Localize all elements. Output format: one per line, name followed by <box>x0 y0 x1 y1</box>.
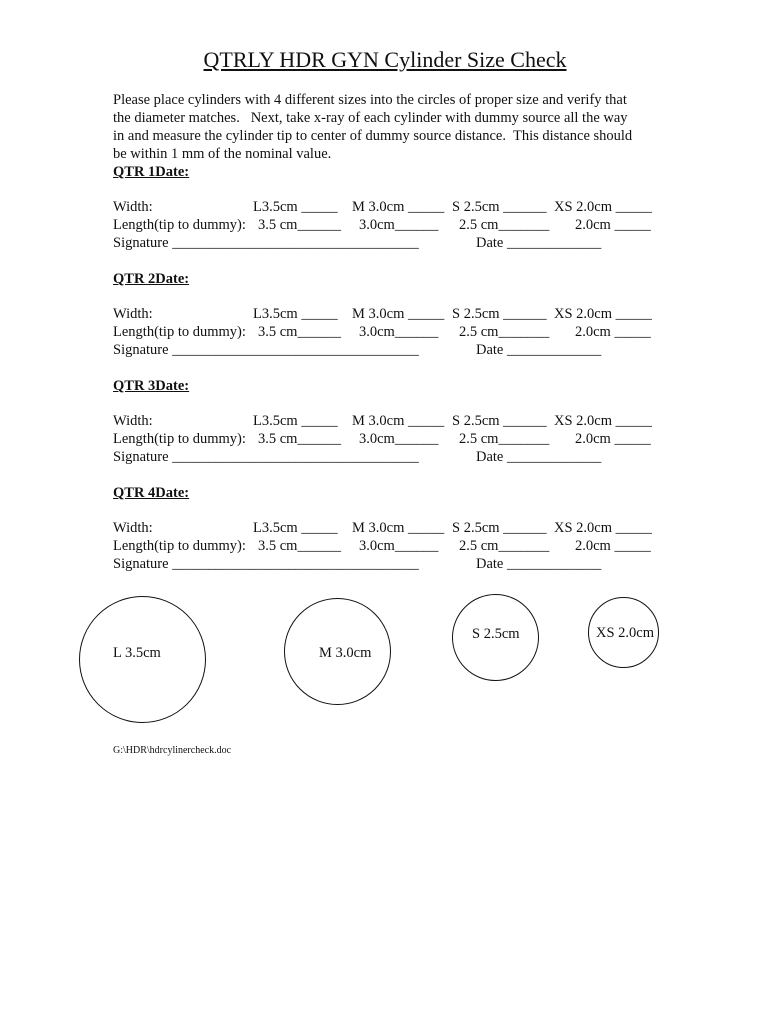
width-l: L3.5cm _____ <box>253 199 338 215</box>
signature-line: Signature __________________________________ <box>113 449 419 465</box>
width-s: S 2.5cm ______ <box>452 413 547 429</box>
width-l: L3.5cm _____ <box>253 306 338 322</box>
length-m: 3.0cm______ <box>359 538 439 554</box>
intro-line: Please place cylinders with 4 different sizes into the circles of proper size and verify that <box>113 92 627 108</box>
length-m: 3.0cm______ <box>359 324 439 340</box>
width-l: L3.5cm _____ <box>253 520 338 536</box>
length-label: Length(tip to dummy): <box>113 217 246 233</box>
length-xs: 2.0cm _____ <box>575 217 651 233</box>
width-s: S 2.5cm ______ <box>452 306 547 322</box>
length-label: Length(tip to dummy): <box>113 324 246 340</box>
circle-m-label: M 3.0cm <box>319 645 372 661</box>
width-xs: XS 2.0cm _____ <box>554 306 652 322</box>
length-m: 3.0cm______ <box>359 431 439 447</box>
date-line: Date _____________ <box>476 342 602 358</box>
width-label: Width: <box>113 413 153 429</box>
quarter-heading: QTR 4Date: <box>113 485 190 501</box>
length-xs: 2.0cm _____ <box>575 324 651 340</box>
length-s: 2.5 cm_______ <box>459 431 550 447</box>
intro-line: in and measure the cylinder tip to center of dummy source distance. This distance should <box>113 128 633 144</box>
length-s: 2.5 cm_______ <box>459 538 550 554</box>
circle-s-label: S 2.5cm <box>472 626 520 642</box>
length-xs: 2.0cm _____ <box>575 538 651 554</box>
date-line: Date _____________ <box>476 235 602 251</box>
width-s: S 2.5cm ______ <box>452 199 547 215</box>
signature-line: Signature __________________________________ <box>113 556 419 572</box>
width-xs: XS 2.0cm _____ <box>554 199 652 215</box>
intro-line: the diameter matches. Next, take x-ray of each cylinder with dummy source all the way <box>113 110 628 126</box>
width-label: Width: <box>113 199 153 215</box>
length-label: Length(tip to dummy): <box>113 538 246 554</box>
width-l: L3.5cm _____ <box>253 413 338 429</box>
length-l: 3.5 cm______ <box>258 217 341 233</box>
width-xs: XS 2.0cm _____ <box>554 520 652 536</box>
width-label: Width: <box>113 306 153 322</box>
length-xs: 2.0cm _____ <box>575 431 651 447</box>
width-s: S 2.5cm ______ <box>452 520 547 536</box>
circle-xs-label: XS 2.0cm <box>596 625 654 641</box>
quarter-heading: QTR 3Date: <box>113 378 190 394</box>
intro-line: be within 1 mm of the nominal value. <box>113 146 332 162</box>
width-label: Width: <box>113 520 153 536</box>
page-title: QTRLY HDR GYN Cylinder Size Check <box>203 47 567 72</box>
date-line: Date _____________ <box>476 449 602 465</box>
length-l: 3.5 cm______ <box>258 324 341 340</box>
length-label: Length(tip to dummy): <box>113 431 246 447</box>
width-m: M 3.0cm _____ <box>352 520 445 536</box>
signature-line: Signature __________________________________ <box>113 235 419 251</box>
file-path-footer: G:\HDR\hdrcylinercheck.doc <box>113 745 232 756</box>
width-xs: XS 2.0cm _____ <box>554 413 652 429</box>
length-l: 3.5 cm______ <box>258 538 341 554</box>
length-s: 2.5 cm_______ <box>459 217 550 233</box>
length-m: 3.0cm______ <box>359 217 439 233</box>
width-m: M 3.0cm _____ <box>352 306 445 322</box>
length-l: 3.5 cm______ <box>258 431 341 447</box>
circle-l-label: L 3.5cm <box>113 645 161 661</box>
quarter-heading: QTR 2Date: <box>113 271 190 287</box>
width-m: M 3.0cm _____ <box>352 413 445 429</box>
date-line: Date _____________ <box>476 556 602 572</box>
quarter-heading: QTR 1Date: <box>113 164 190 180</box>
width-m: M 3.0cm _____ <box>352 199 445 215</box>
signature-line: Signature __________________________________ <box>113 342 419 358</box>
length-s: 2.5 cm_______ <box>459 324 550 340</box>
